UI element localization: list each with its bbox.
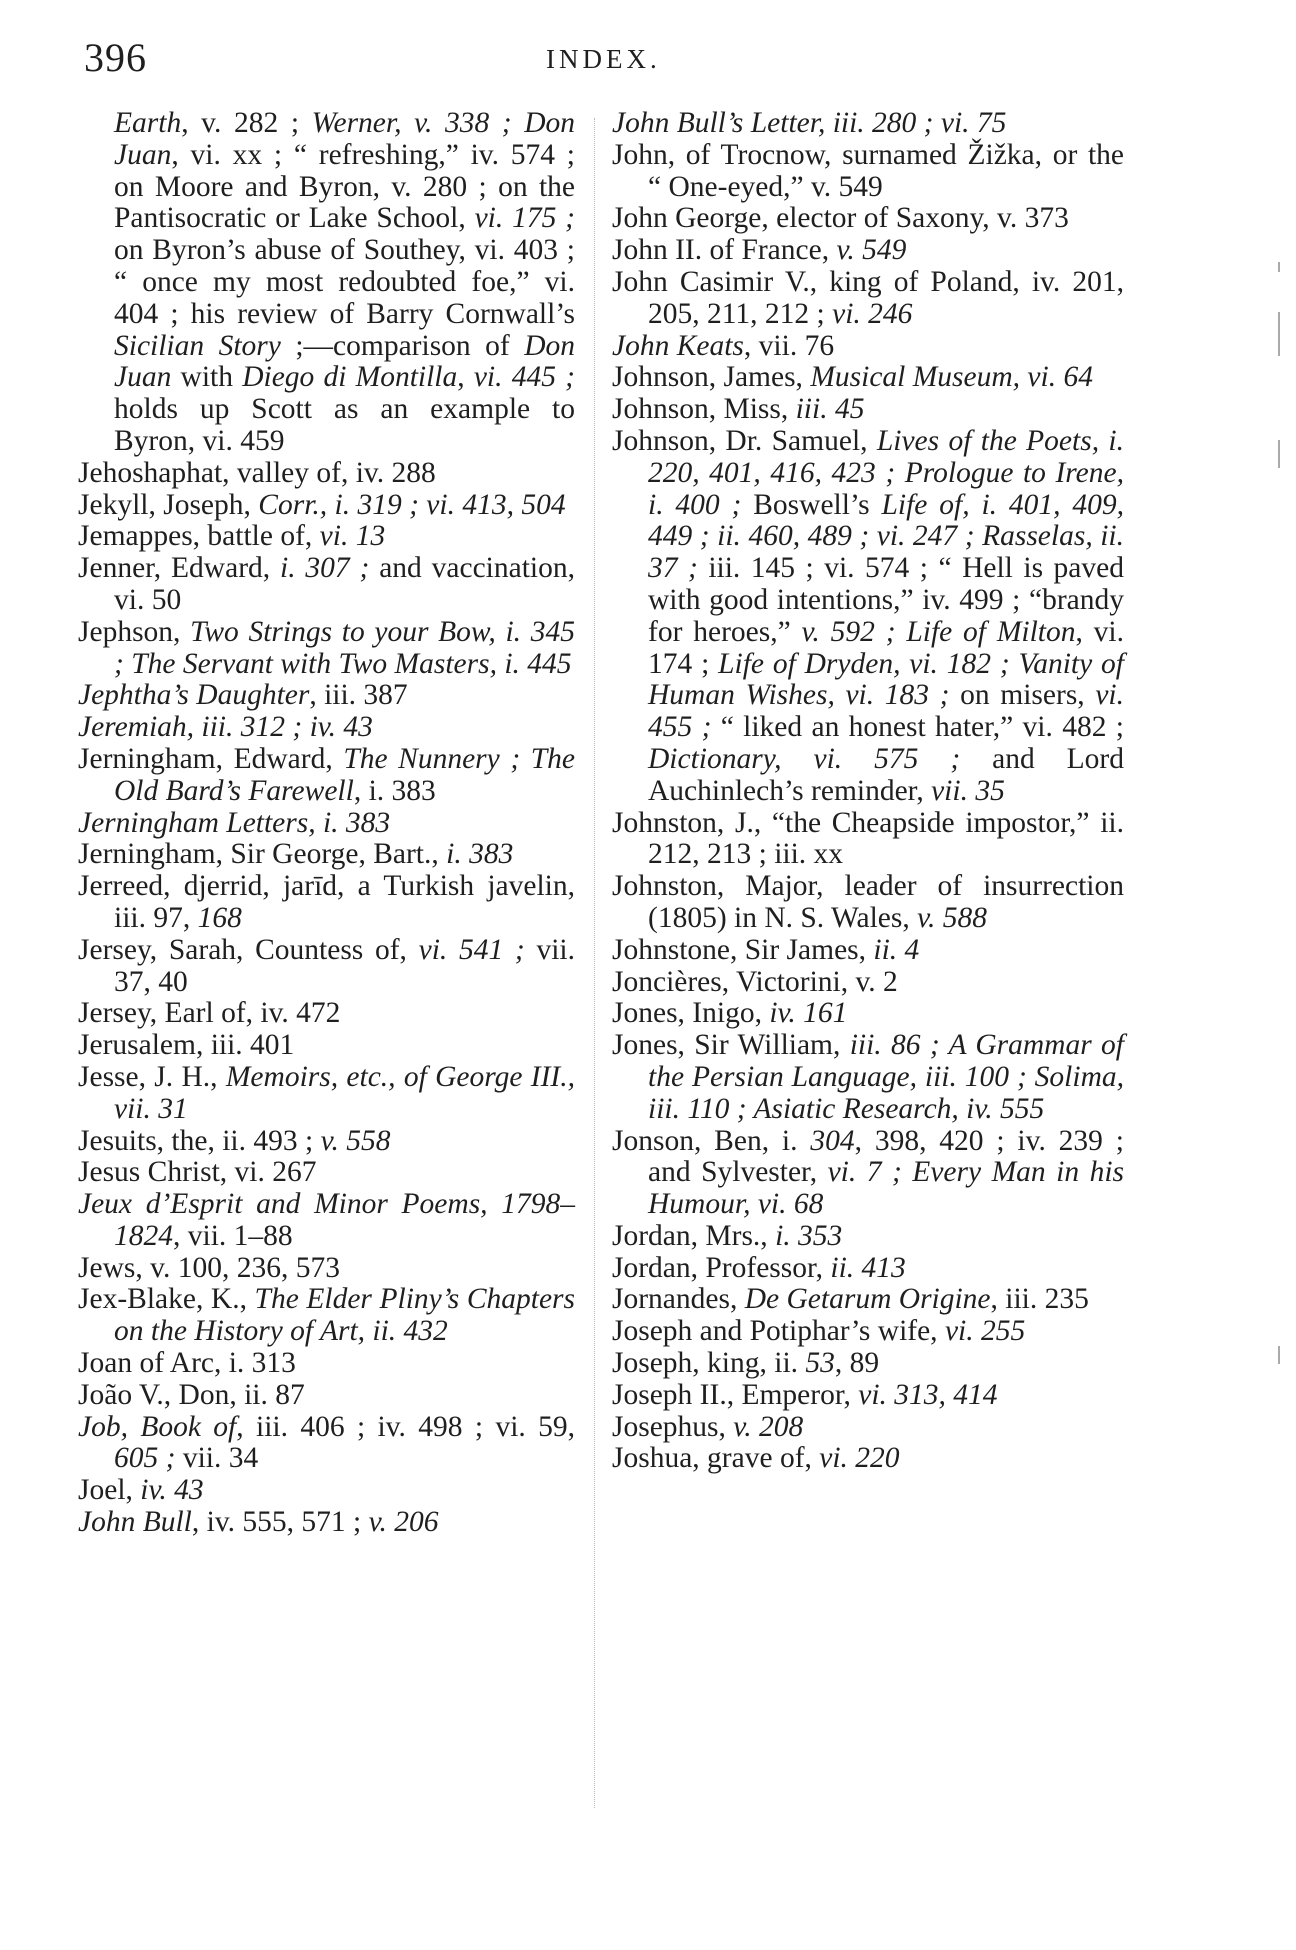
- index-entry: Jones, Sir William, iii. 86 ; A Grammar of the Persian Language, iii. 100 ; Solima, iii. 110 ; Asiatic Research, iv. 555: [612, 1029, 1124, 1125]
- index-entry: Jersey, Sarah, Countess of, vi. 541 ; vii. 37, 40: [78, 933, 575, 998]
- index-entry: Josephus, v. 208: [612, 1410, 804, 1443]
- margin-mark: [1278, 262, 1280, 272]
- index-entry: Jeux d’Esprit and Minor Poems, 1798–1824, vii. 1–88: [78, 1188, 575, 1252]
- column-divider: [594, 118, 595, 1808]
- index-entry: Jenner, Edward, i. 307 ; and vaccination, vi. 50: [78, 552, 575, 616]
- index-entry: Jeremiah, iii. 312 ; iv. 43: [78, 711, 373, 744]
- index-entry: Johnston, J., “the Cheapside impostor,” ii. 212, 213 ; iii. xx: [612, 806, 1124, 871]
- index-entry: João V., Don, ii. 87: [78, 1378, 305, 1411]
- index-entry: Jones, Inigo, iv. 161: [612, 997, 848, 1030]
- index-entry: Jordan, Professor, ii. 413: [612, 1251, 906, 1284]
- index-entry: Jehoshaphat, valley of, iv. 288: [78, 456, 436, 489]
- index-entry: Joseph II., Emperor, vi. 313, 414: [612, 1378, 998, 1411]
- index-column-right: [612, 108, 1124, 1475]
- index-entry: John Keats, vii. 76: [612, 329, 835, 362]
- index-entry: Johnson, Miss, iii. 45: [612, 393, 865, 426]
- index-entry: Jesuits, the, ii. 493 ; v. 558: [78, 1124, 391, 1157]
- index-entry: Jesse, J. H., Memoirs, etc., of George III., vii. 31: [78, 1060, 575, 1125]
- index-entry: Jekyll, Joseph, Corr., i. 319 ; vi. 413, 504: [78, 488, 566, 521]
- index-entry: Johnson, Dr. Samuel, Lives of the Poets, i. 220, 401, 416, 423 ; Prologue to Irene, i. 400 ; Boswell’s Life of, i. 401, 409, 449 ; ii. 460, 489 ; vi. 247 ; Rasselas, ii. 37 ; iii. 145 ; vi. 574 ; “ Hell is paved with good intentions,” iv. 499 ; “brandy for heroes,” v. 592 ; Life of Milton, vi. 174 ; Life of Dryden, vi. 182 ; Vanity of Human Wishes, vi. 183 ; on misers, vi. 455 ; “ liked an honest hater,” vi. 482 ; Dictionary, vi. 575 ; and Lord Auchinlech’s reminder, vii. 35: [612, 424, 1125, 807]
- index-entry: Joseph and Potiphar’s wife, vi. 255: [612, 1315, 1026, 1348]
- index-entry: Jephson, Two Strings to your Bow, i. 345 ; The Servant with Two Masters, i. 445: [78, 615, 575, 680]
- index-entry: Earth, v. 282 ; Werner, v. 338 ; Don Juan, vi. xx ; “ refreshing,” iv. 574 ; on Moore and Byron, v. 280 ; on the Pantisocratic or Lake School, vi. 175 ; on Byron’s abuse of Southey, vi. 403 ; “ once my most redoubted foe,” vi. 404 ; his review of Barry Cornwall’s Sicilian Story ;—comparison of Don Juan with Diego di Montilla, vi. 445 ; holds up Scott as an example to Byron, vi. 459: [114, 107, 576, 457]
- index-entry: Jerningham, Sir George, Bart., i. 383: [78, 838, 514, 871]
- index-entry: Jonson, Ben, i. 304, 398, 420 ; iv. 239 ; and Sylvester, vi. 7 ; Every Man in his Humour, vi. 68: [612, 1124, 1125, 1221]
- index-entry: Joel, iv. 43: [78, 1474, 204, 1507]
- index-entry: Johnstone, Sir James, ii. 4: [612, 933, 920, 966]
- index-entry: Jordan, Mrs., i. 353: [612, 1219, 843, 1252]
- index-entry: Joshua, grave of, vi. 220: [612, 1442, 900, 1475]
- index-entry: Jesus Christ, vi. 267: [78, 1156, 317, 1189]
- page-number: 396: [84, 35, 147, 80]
- index-entry: Jersey, Earl of, iv. 472: [78, 997, 341, 1030]
- page-header: [0, 30, 1296, 82]
- index-entry: Jex-Blake, K., The Elder Pliny’s Chapters on the History of Art, ii. 432: [78, 1283, 575, 1348]
- index-entry: Johnson, James, Musical Museum, vi. 64: [612, 361, 1093, 394]
- margin-mark: [1278, 312, 1280, 356]
- index-entry: Jerusalem, iii. 401: [78, 1029, 295, 1062]
- index-entry: Jerningham Letters, i. 383: [78, 806, 391, 839]
- index-entry: Johnston, Major, leader of insurrection (1805) in N. S. Wales, v. 588: [612, 870, 1124, 934]
- margin-mark: [1278, 1346, 1280, 1364]
- index-entry: John Bull’s Letter, iii. 280 ; vi. 75: [612, 107, 1007, 139]
- index-column-left: [78, 108, 575, 1539]
- index-entry: John George, elector of Saxony, v. 373: [612, 202, 1069, 235]
- margin-mark: [1278, 440, 1280, 468]
- index-entry: Joncières, Victorini, v. 2: [612, 965, 898, 998]
- running-head: INDEX.: [546, 44, 661, 74]
- index-entry: Jerningham, Edward, The Nunnery ; The Old Bard’s Farewell, i. 383: [78, 742, 576, 807]
- index-entry: Joan of Arc, i. 313: [78, 1347, 296, 1380]
- index-entry: John Bull, iv. 555, 571 ; v. 206: [78, 1506, 439, 1539]
- index-entry: John Casimir V., king of Poland, iv. 201, 205, 211, 212 ; vi. 246: [612, 265, 1124, 330]
- index-entry: Jornandes, De Getarum Origine, iii. 235: [612, 1283, 1089, 1316]
- index-entry: John II. of France, v. 549: [612, 234, 907, 267]
- index-entry: Jerreed, djerrid, jarīd, a Turkish javelin, iii. 97, 168: [78, 870, 575, 934]
- index-entry: John, of Trocnow, surnamed Žižka, or the “ One-eyed,” v. 549: [612, 138, 1124, 203]
- index-entry: Joseph, king, ii. 53, 89: [612, 1347, 880, 1380]
- index-entry: Job, Book of, iii. 406 ; iv. 498 ; vi. 59, 605 ; vii. 34: [78, 1410, 575, 1475]
- index-entry: Jephtha’s Daughter, iii. 387: [78, 679, 408, 712]
- index-entry: Jemappes, battle of, vi. 13: [78, 520, 386, 553]
- index-entry: Jews, v. 100, 236, 573: [78, 1251, 340, 1284]
